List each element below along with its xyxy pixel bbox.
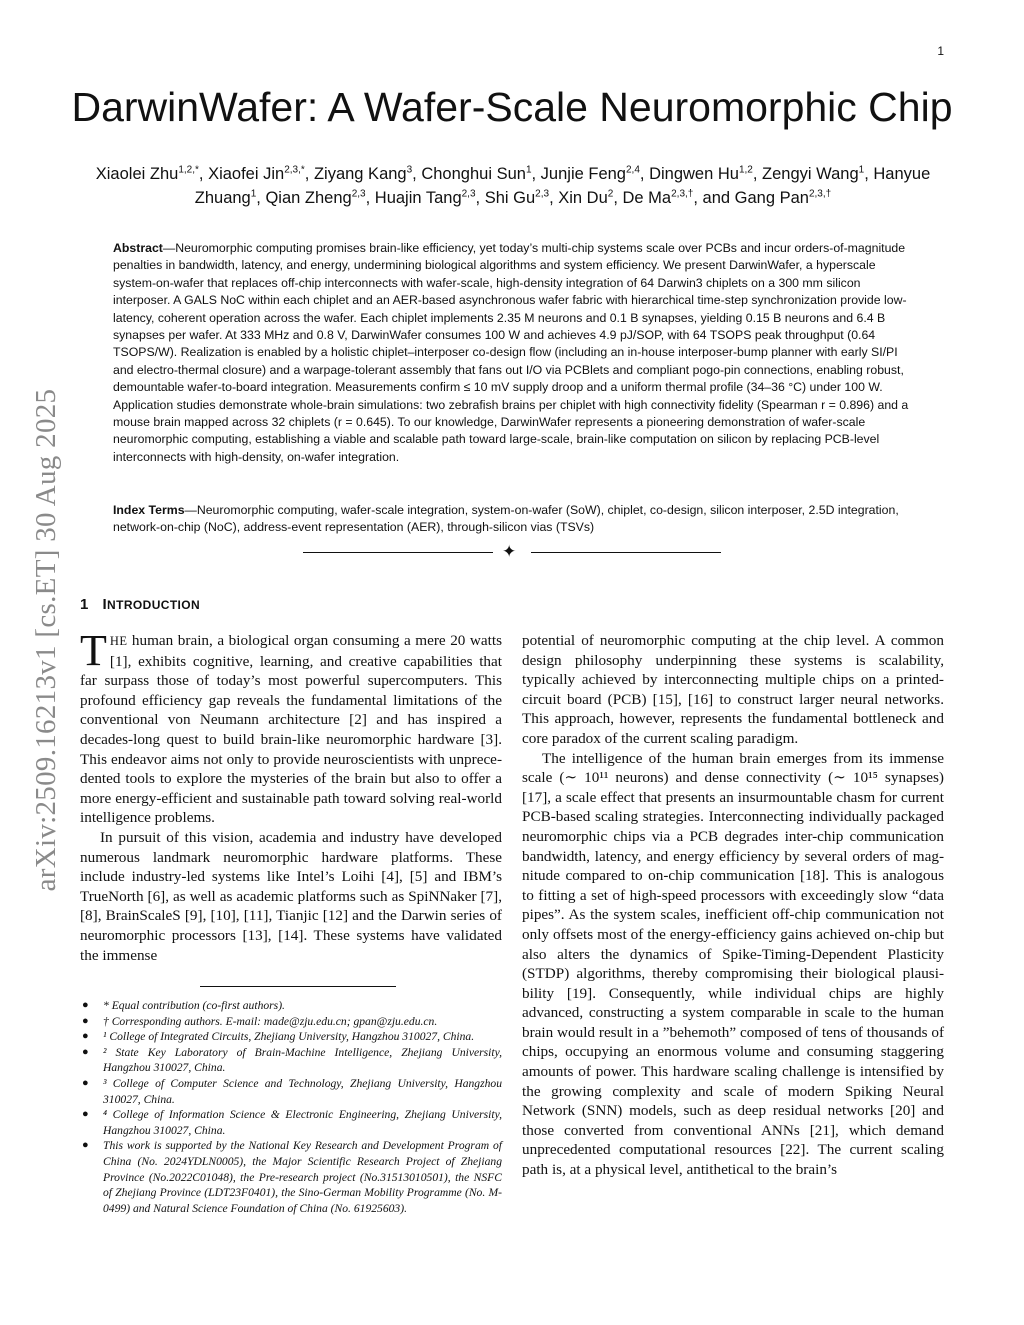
author-affiliation-mark: 1 (525, 164, 532, 176)
author-separator: , (613, 189, 623, 207)
paragraph: potential of neuromorphic computing at the chip level. A common design philosophy underpinning these systems is scalability, typically achieved by interconnecting multiple chips on a printed-circuit board (PCB) [15], [16] to construct larger neural networks. This approach, however, represents the fundamental bottleneck and core paradox of the current scaling paradigm. (522, 632, 944, 747)
footnote (80, 1014, 502, 1030)
section-number: 1 (80, 596, 89, 613)
body-column-right (522, 631, 944, 1180)
author-name: Dingwen Hu (649, 165, 739, 183)
author-name: Zengyi Wang (762, 165, 859, 183)
footnote (80, 1138, 502, 1216)
abstract-label: Abstract (113, 241, 163, 255)
author-affiliation-mark: 1,2,* (178, 164, 199, 176)
author-list (80, 162, 946, 210)
footnote-rule (200, 986, 396, 987)
footnote-text: ¹ College of Integrated Circuits, Zhejiang University, Hangzhou 310027, China. (103, 1030, 475, 1044)
author-separator: , (475, 189, 485, 207)
lead-smallcaps: HE (109, 634, 128, 648)
author-separator: , (304, 165, 314, 183)
author-affiliation-mark: 2,3 (461, 188, 476, 200)
author-name: Shi Gu (484, 189, 536, 207)
paragraph: The intelligence of the human brain emerges from its immense scale (∼ 10¹¹ neurons) and dense connectivity (∼ 10¹⁵ synapses) [17], a scale effect that presents an insurmountable chasm for current PCB-based scaling strategies. Interconnecting individually packaged neuromorphic chips via a PCB degrades inter-chip communication bandwidth, latency, and energy efficiency by several orders of magnitude compared to on-chip communication [18]. This is analogous to fitting a set of high-speed processors with exceedingly slow “data pipes”. As the system scales, inefficient off-chip communication not only offsets most of the energy-efficiency gains achieved on-chip but also alters the dynamics of Spike-Timing-Dependent Plasticity (STDP) algorithms, thereby compromising their biological plausibility [19]. Consequently, while individual chips are highly advanced, constructing a system comparable in scale to the human brain would result in a ”behemoth” composed of tens of thousands of chips, occupying an enormous volume and consuming staggering amounts of power. This hardware scaling challenge is intensified by the growing complexity and scale of modern Spiking Neural Network (SNN) models, such as deep residual networks [20] and those converted from conventional ANNs [21], which demand unprecedented computational resources [22]. The current scaling path is, at a physical level, antithetical to the brain’s (522, 749, 944, 1179)
author-affiliation-mark: 1 (858, 164, 865, 176)
footnote (80, 1045, 502, 1076)
separator-ornament-icon: ✦ (502, 542, 517, 561)
index-terms-text: —Neuromorphic computing, wafer-scale integration, system-on-wafer (SoW), chiplet, co-design, silicon interposer, 2.5D integration, network-on-chip (NoC), address-event representation (AER), through-silicon vias (TSVs) (113, 503, 899, 535)
author-affiliation-mark: 1 (250, 188, 257, 200)
author-separator: , (198, 165, 209, 183)
bullet-icon: ● (82, 1139, 89, 1152)
author-name: De Ma (622, 189, 672, 207)
author-affiliation-mark: 1,2 (738, 164, 753, 176)
author-separator: , (365, 189, 375, 207)
separator-rule-right (531, 552, 721, 553)
index-terms-label: Index Terms (113, 503, 185, 517)
author-separator: , (639, 165, 650, 183)
footnote-text: ³ College of Computer Science and Technology, Zhejiang University, Hangzhou 310027, China. (103, 1076, 502, 1106)
abstract (113, 240, 909, 466)
bullet-icon: ● (82, 1030, 89, 1043)
section-title-initial: I (102, 596, 108, 613)
author-separator: , (752, 165, 763, 183)
footnote-text: This work is supported by the National Key Research and Development Program of China (No. 2024YDLN0005), the Major Scientific Research Project of Zhejiang Province (No.2022C01048), the Pre-research project (No.31513010501), the NSFC of Zhejiang Province (LDT23F0401), the Sino-German Mobility Programme (No. M-0499) and Natural Science Foundation of China (No. 61925603). (103, 1139, 502, 1215)
bullet-icon: ● (82, 1014, 89, 1027)
section-title-rest: NTRODUCTION (107, 598, 201, 612)
author-affiliation-mark: 2,3 (535, 188, 550, 200)
drop-cap: T (80, 626, 107, 675)
author-name: Junjie Feng (540, 165, 626, 183)
footnote (80, 1076, 502, 1107)
author-affiliation-mark: 2,3,† (808, 188, 832, 200)
author-name: Ziyang Kang (313, 165, 407, 183)
author-affiliation-mark: 2,3,* (284, 164, 305, 176)
body-column-left (80, 626, 502, 965)
author-affiliation-mark: 2,3,† (671, 188, 694, 200)
author-name: Gang Pan (734, 189, 809, 207)
author-name: Xin Du (558, 189, 608, 207)
footnote (80, 998, 502, 1014)
paragraph: In pursuit of this vision, academia and industry have developed numerous landmark neuromorphic hardware platforms. These include industry-led systems like Intel’s Loihi [4], [5] and IBM’s TrueNorth [6], as well as academic platforms such as SpiNNaker [7], [8], BrainScaleS [9], [10], [11], Tianjic [12] and the Darwin series of neuromorphic processors [13], [14]. These systems have validated the immense (80, 828, 502, 964)
bullet-icon: ● (82, 1045, 89, 1058)
bullet-icon: ● (82, 1108, 89, 1121)
author-affiliation-mark: 2 (607, 188, 614, 200)
author-affiliation-mark: 2,4 (625, 164, 640, 176)
author-name: Qian Zheng (265, 189, 352, 207)
footnote-text: ⁴ College of Information Science & Electronic Engineering, Zhejiang University, Hangzhou 310027, China. (103, 1108, 502, 1137)
author-name: Chonghui Sun (421, 165, 526, 183)
abstract-text: —Neuromorphic computing promises brain-like efficiency, yet today’s multi-chip systems scale over PCBs and incur orders-of-magnitude penalties in bandwidth, latency, and energy, undermining biological algorithms and system efficiency. We present DarwinWafer, a hyperscale system-on-wafer that replaces off-chip interconnects with wafer-scale, high-density integration of 64 Darwin3 chiplets on a 300 mm silicon interposer. A GALS NoC within each chiplet and an AER-based asynchronous wafer fabric with hierarchical time-step synchronization provide low-latency, coherent operation across the wafer. Each chiplet implements 2.35 M neurons and 0.1 B synapses, yielding 0.15 B neurons and 6.4 B synapses per wafer. At 333 MHz and 0.8 V, DarwinWafer consumes 100 W and achieves 4.9 pJ/SOP, with 64 TSOPS peak throughput (0.64 TSOPS/W). Realization is enabled by a holistic chiplet–interposer co-design flow (including an in-house interposer-bump planner with early SI/PI and electro-thermal closure) and a warpage-tolerant assembly that fans out I/O via PCBlets and compliant pogo-pin connections, enabling robust, demountable wafer-to-board integration. Measurements confirm ≤ 10 mV supply droop and a uniform thermal profile (34–36 °C) under 100 W. Application studies demonstrate whole-brain simulations: two zebrafish brains per chiplet with high connectivity fidelity (Spearman r = 0.896) and a mouse brain mapped across 32 chiplets (r = 0.645). To our knowledge, DarwinWafer represents a pioneering demonstration of wafer-scale neuromorphic computing, establishing a viable and scalable path toward large-scale, brain-like computation on silicon by replacing PCB-level interconnects with high-density, on-wafer integration. (113, 241, 909, 464)
footnote-text: * Equal contribution (co-first authors). (103, 999, 285, 1012)
footnote (80, 1107, 502, 1138)
section-heading (80, 596, 200, 613)
page-number: 1 (937, 44, 944, 58)
author-separator: , (412, 165, 422, 183)
author-separator: , (256, 189, 266, 207)
author-name: Hanyue Zhuang (194, 165, 931, 207)
author-affiliation-mark: 3 (406, 164, 413, 176)
author-name: Xiaofei Jin (208, 165, 285, 183)
author-separator: , (864, 165, 874, 183)
author-affiliation-mark: 2,3 (351, 188, 366, 200)
author-separator: , and (693, 189, 735, 207)
footnote (80, 1029, 502, 1045)
bullet-icon: ● (82, 999, 89, 1011)
paper-title: DarwinWafer: A Wafer-Scale Neuromorphic Chip (71, 84, 953, 130)
author-separator: , (531, 165, 541, 183)
author-name: Huajin Tang (374, 189, 462, 207)
separator-rule-left (303, 552, 493, 553)
footnote-text: † Corresponding authors. E-mail: made@zju.edu.cn; gpan@zju.edu.cn. (103, 1014, 438, 1028)
footnote-list (80, 998, 502, 1216)
index-terms (113, 502, 909, 537)
paragraph-text: human brain, a biological organ consuming a mere 20 watts [1], exhibits cognitive, learning, and creative capabilities that far surpass those of today’s most powerful supercomputers. This profound efficiency gap reveals the fundamental limitations of the conventional von Neumann architecture [2] and has inspired a decades-long quest to build brain-like neuromorphic hardware [3]. This endeavor aims not only to provide neuroscientists with unprecedented tools to explore the mysteries of the brain but also to offer a more energy-efficient and sustainable path toward solving real-world intelligence problems. (80, 632, 502, 827)
paragraph (80, 626, 502, 828)
arxiv-identifier[interactable]: arXiv:2509.16213v1 [cs.ET] 30 Aug 2025 (30, 388, 62, 892)
footnote-text: ² State Key Laboratory of Brain-Machine Intelligence, Zhejiang University, Hangzhou 310027, China. (103, 1045, 502, 1075)
author-separator: , (549, 189, 559, 207)
author-name: Xiaolei Zhu (95, 165, 179, 183)
bullet-icon: ● (82, 1076, 89, 1089)
